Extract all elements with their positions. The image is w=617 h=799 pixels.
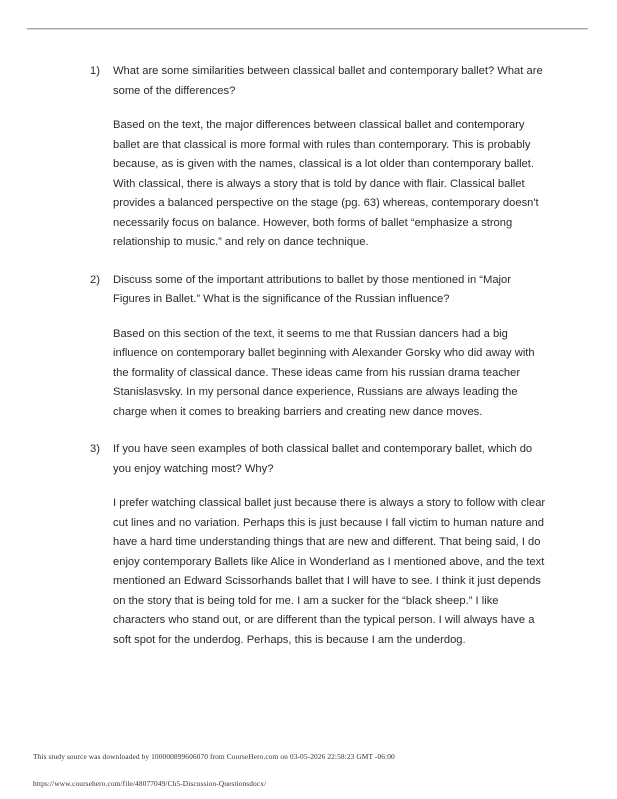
question-2-text: Discuss some of the important attributions to ballet by those mentioned in “Major Figures in Ballet.” What is the significance of the Russian influence? xyxy=(113,273,511,305)
download-attribution: This study source was downloaded by 100000899606070 from CourseHero.com on 03-05-2026 22:58:23 GMT -06:00 xyxy=(33,752,395,761)
document-body xyxy=(90,62,546,668)
question-3-marker: 3) xyxy=(90,443,100,455)
question-1 xyxy=(90,62,546,101)
question-1-marker: 1) xyxy=(90,65,100,77)
question-2 xyxy=(90,271,546,310)
answer-1: Based on the text, the major differences between classical ballet and contemporary ballet are that classical is more formal with rules than contemporary. This is probably because, as is given with the names, classical is a lot older than contemporary ballet. With classical, there is always a story that is told by dance with flair. Classical ballet provides a balanced perspective on the stage (pg. 63) whereas, contemporary doesn't necessarily focus on balance. However, both forms of ballet “emphasize a strong relationship to music.” and rely on dance technique. xyxy=(113,119,539,248)
question-2-marker: 2) xyxy=(90,273,100,286)
answer-3: I prefer watching classical ballet just because there is always a story to follow with clear cut lines and no variation. Perhaps this is just because I fall victim to human nature and have a hard time understanding things that are new and different. That being said, I do enjoy contemporary Ballets like Alice in Wonderland as I mentioned above, and the text mentioned an Edward Scissorhands ballet that I will have to see. I think it just depends on the story that is being told for me. I am a sucker for the “black sheep.” I like characters who stand out, or are different than the typical person. I will always have a soft spot for the underdog. Perhaps, this is because I am the underdog. xyxy=(113,497,546,646)
header-divider xyxy=(27,28,588,30)
question-3-text: If you have seen examples of both classical ballet and contemporary ballet, which do you enjoy watching most? Why? xyxy=(113,443,533,475)
qa-block-2 xyxy=(90,271,546,423)
question-1-text: What are some similarities between classical ballet and contemporary ballet? What are some of the differences? xyxy=(113,65,543,97)
source-url[interactable]: https://www.coursehero.com/file/48077049/Ch5-Discussion-Questionsdocx/ xyxy=(33,779,267,788)
question-3 xyxy=(90,440,546,479)
qa-block-3 xyxy=(90,440,546,650)
qa-block-1 xyxy=(90,62,546,253)
answer-2: Based on this section of the text, it seems to me that Russian dancers had a big influence on contemporary ballet beginning with Alexander Gorsky who did away with the formality of classical dance. These ideas came from his russian drama teacher Stanislasvsky. In my personal dance experience, Russians are always leading the charge when it comes to breaking barriers and creating new dance moves. xyxy=(113,327,535,418)
